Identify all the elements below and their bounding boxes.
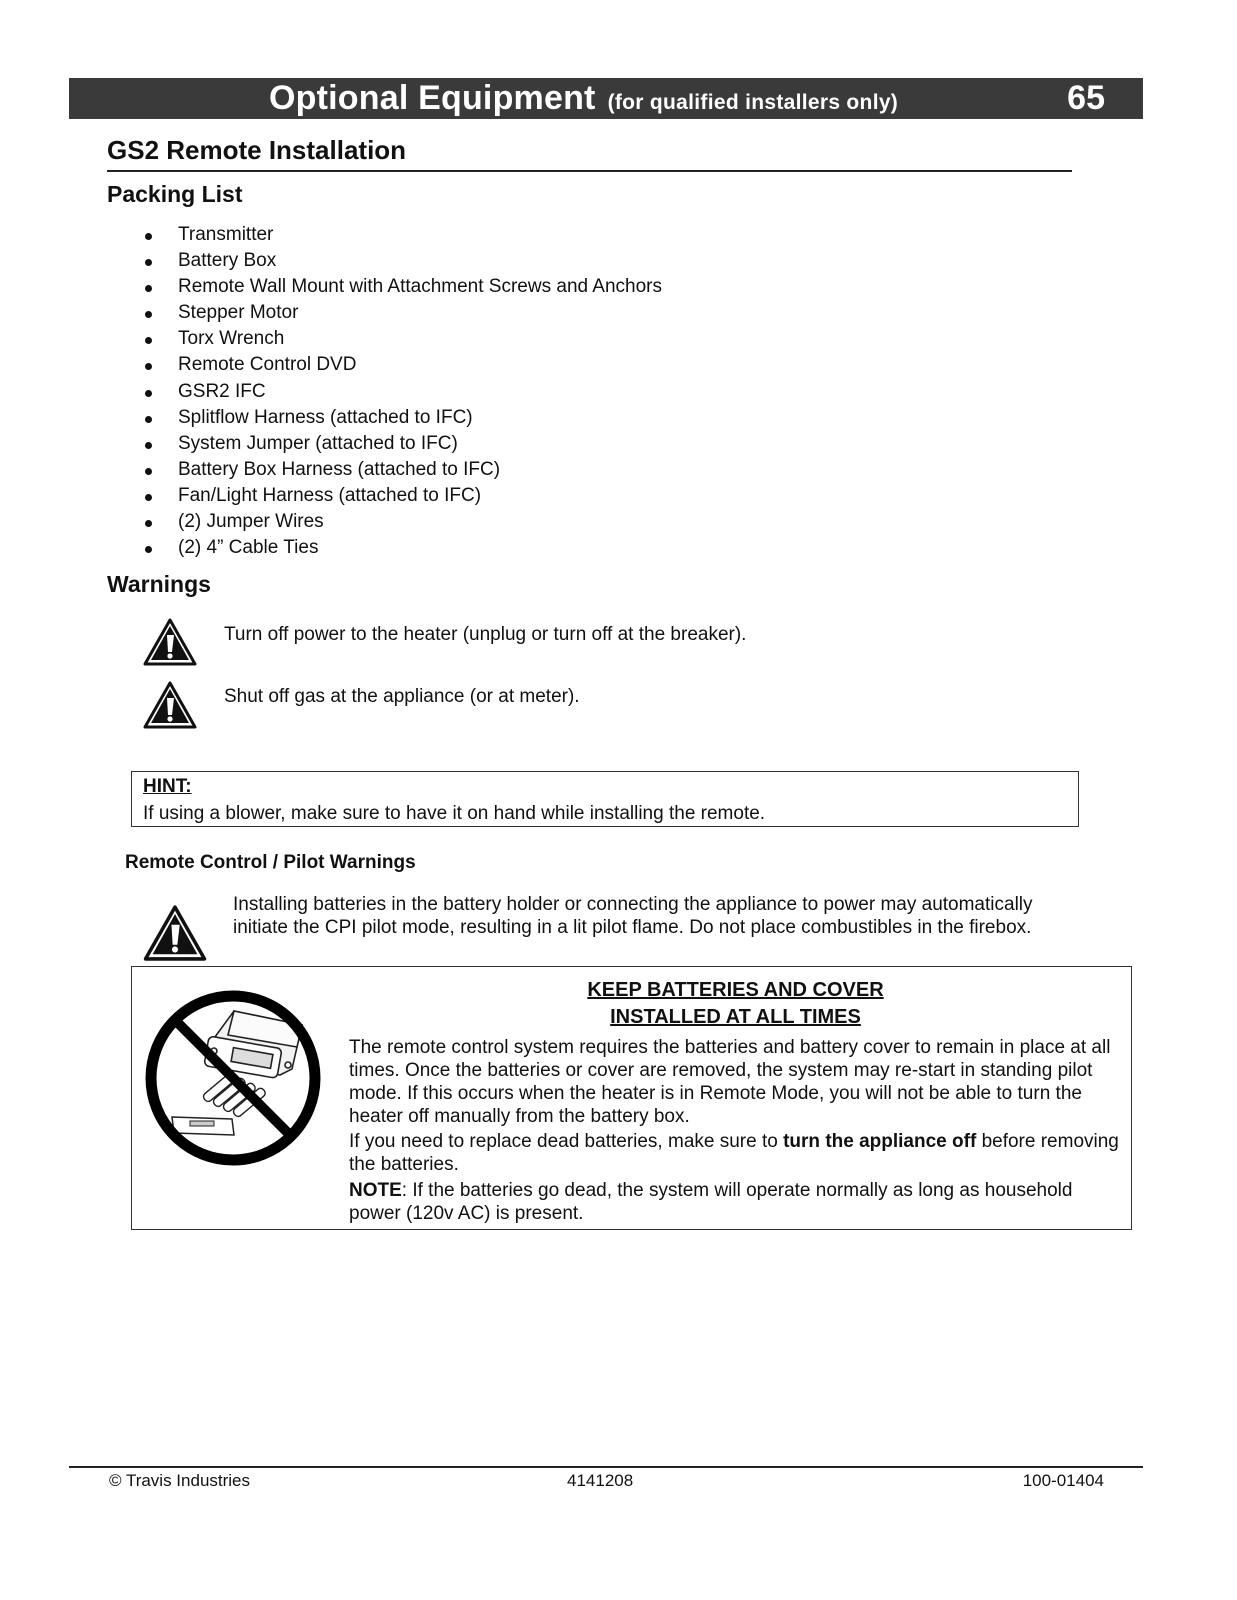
list-item: Torx Wrench bbox=[107, 326, 662, 352]
list-item: Battery Box bbox=[107, 248, 662, 274]
battery-heading bbox=[472, 977, 999, 1031]
footer-divider bbox=[69, 1466, 1143, 1468]
bullet-icon bbox=[145, 337, 152, 344]
bullet-icon bbox=[145, 416, 152, 423]
note-label: NOTE bbox=[349, 1180, 402, 1201]
bullet-icon bbox=[145, 285, 152, 292]
battery-emphasis: turn the appliance off bbox=[783, 1131, 977, 1152]
bullet-icon bbox=[145, 311, 152, 318]
hint-label: HINT: bbox=[143, 776, 192, 797]
battery-notice-box bbox=[131, 966, 1132, 1230]
warning-triangle-icon bbox=[142, 617, 198, 667]
bullet-icon bbox=[145, 442, 152, 449]
warning-power-text: Turn off power to the heater (unplug or turn off at the breaker). bbox=[224, 624, 747, 645]
header-title-text: Optional Equipment bbox=[269, 79, 596, 117]
list-item: Splitflow Harness (attached to IFC) bbox=[107, 405, 662, 431]
footer-doc-number: 4141208 bbox=[567, 1471, 634, 1490]
packing-list-title: Packing List bbox=[107, 181, 243, 207]
hint-box bbox=[131, 771, 1079, 827]
bullet-icon bbox=[145, 546, 152, 553]
remote-pilot-title: Remote Control / Pilot Warnings bbox=[125, 852, 416, 873]
list-item: (2) Jumper Wires bbox=[107, 509, 662, 535]
hint-text: If using a blower, make sure to have it on hand while installing the remote. bbox=[143, 803, 766, 824]
packing-list bbox=[107, 222, 662, 561]
battery-heading-line-2: INSTALLED AT ALL TIMES bbox=[610, 1006, 861, 1028]
section-divider bbox=[107, 170, 1072, 172]
bullet-icon bbox=[145, 468, 152, 475]
bullet-icon bbox=[145, 494, 152, 501]
list-item: Fan/Light Harness (attached to IFC) bbox=[107, 483, 662, 509]
bullet-icon bbox=[145, 259, 152, 266]
list-item: Remote Wall Mount with Attachment Screws and Anchors bbox=[107, 274, 662, 300]
bullet-icon bbox=[145, 363, 152, 370]
list-item: System Jumper (attached to IFC) bbox=[107, 431, 662, 457]
list-item: Battery Box Harness (attached to IFC) bbox=[107, 457, 662, 483]
bullet-icon bbox=[145, 233, 152, 240]
list-item: (2) 4” Cable Ties bbox=[107, 535, 662, 561]
section-title: GS2 Remote Installation bbox=[107, 135, 407, 165]
warning-triangle-icon bbox=[142, 903, 208, 963]
no-battery-removal-icon bbox=[142, 987, 324, 1169]
warning-triangle-icon bbox=[142, 680, 198, 730]
warning-gas-text: Shut off gas at the appliance (or at meter). bbox=[224, 686, 580, 707]
page-header-bar bbox=[69, 78, 1143, 119]
list-item: Transmitter bbox=[107, 222, 662, 248]
bullet-icon bbox=[145, 390, 152, 397]
battery-paragraph-1: The remote control system requires the batteries and battery cover to remain in place at all times. Once the batteries or cover are removed, the system may re-start in standing pilot mode. If this occurs when the heater is in Remote Mode, you will not be able to turn the heater off manually from the battery box. bbox=[349, 1037, 1111, 1127]
battery-paragraph-2: If you need to replace dead batteries, make sure to turn the appliance off before removing the batteries. bbox=[349, 1131, 1119, 1175]
pilot-warning-line-2: initiate the CPI pilot mode, resulting in a lit pilot flame. Do not place combustibles in the firebox. bbox=[233, 917, 1032, 938]
page-number: 65 bbox=[1067, 79, 1105, 117]
warnings-title: Warnings bbox=[107, 571, 211, 597]
pilot-warning-line-1: Installing batteries in the battery holder or connecting the appliance to power may automatically bbox=[233, 894, 1033, 915]
footer-copyright: © Travis Industries bbox=[109, 1471, 251, 1490]
header-title bbox=[269, 78, 898, 119]
battery-note: NOTE: If the batteries go dead, the system will operate normally as long as household power (120v AC) is present. bbox=[349, 1180, 1073, 1224]
header-subtitle: (for qualified installers only) bbox=[607, 91, 899, 114]
list-item: GSR2 IFC bbox=[107, 379, 662, 405]
list-item: Stepper Motor bbox=[107, 300, 662, 326]
list-item: Remote Control DVD bbox=[107, 352, 662, 378]
footer-part-number: 100-01404 bbox=[1022, 1471, 1104, 1490]
battery-heading-line-1: KEEP BATTERIES AND COVER bbox=[587, 979, 884, 1001]
bullet-icon bbox=[145, 520, 152, 527]
